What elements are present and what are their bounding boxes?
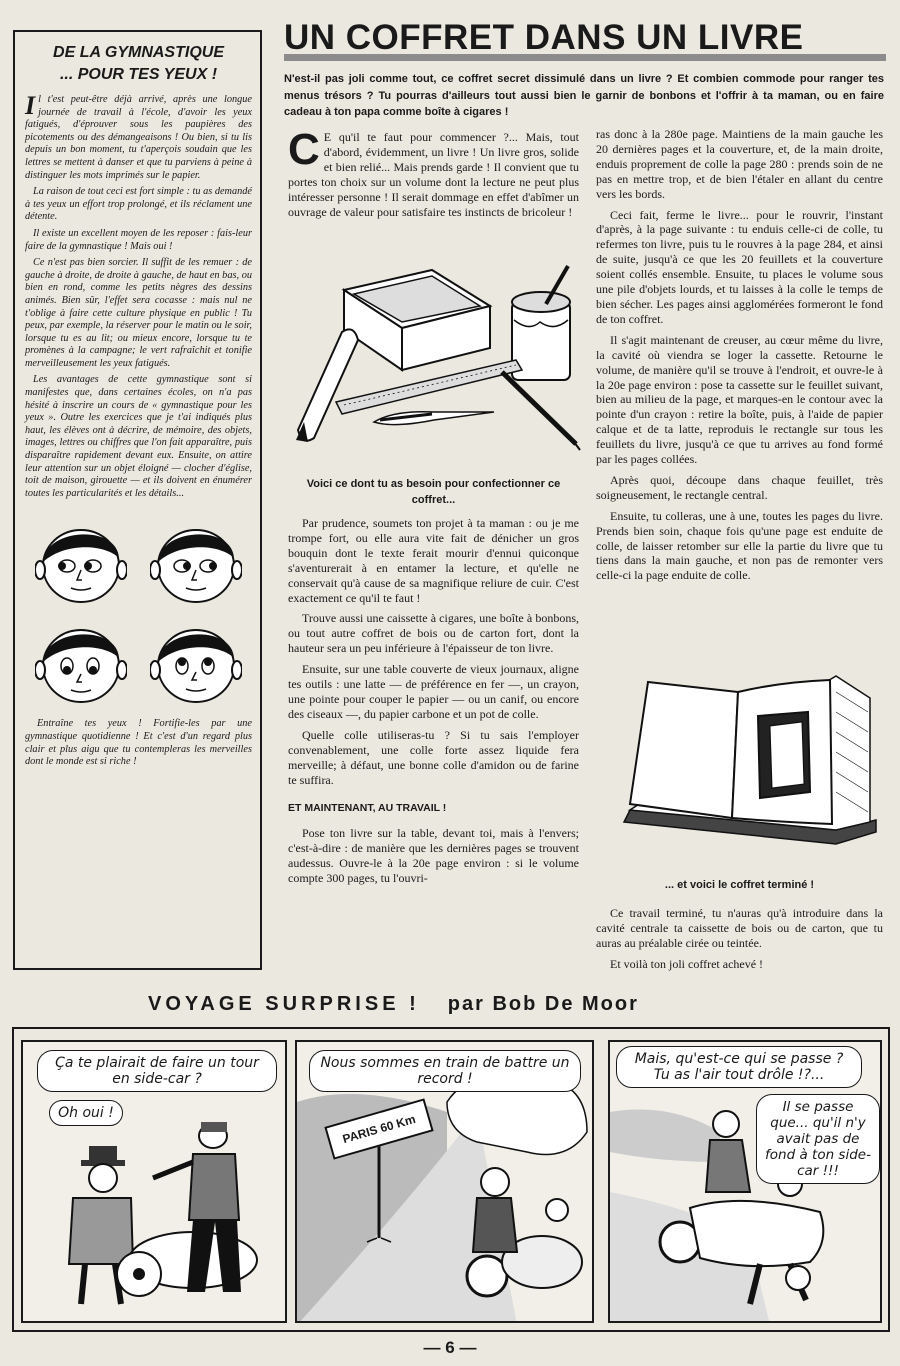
sidebar-paragraph: Ce n'est pas bien sorcier. Il suffit de les remuer : de gauche à droite, de droite à gauche, de haut en bas, ou bien en rond, comme les petits nègres des dessins animés. Bien sûr, l'effet sera cocasse : mais nul ne t'oblige à faire cette culture physique en public ! Tu peux, par exemple, la réserver pour le matin ou le soir, lorsque tu es au lit; ou mieux encore, lorsque tu te promènes à la campagne; le vert rafraîchit et tonifie merveilleusement les yeux fatigués.	[25, 257, 252, 369]
comic-panel-3	[608, 1040, 882, 1323]
speech-balloon: Nous sommes en train de battre un record !	[309, 1050, 581, 1092]
drop-cap: C	[288, 125, 320, 174]
sidebar-box	[13, 30, 262, 970]
book-caption: ... et voici le coffret terminé !	[664, 879, 815, 891]
article-paragraph: Ensuite, sur une table couverte de vieux journaux, aligne tes outils : une latte — de préférence en fer —, un crayon, une pointe pour couper le papier — ou un canif, ou encore des ciseaux —, du papier carbone et un pot de colle.	[288, 662, 579, 721]
speech-balloon: Mais, qu'est-ce qui se passe ? Tu as l'air tout drôle !?...	[616, 1046, 862, 1088]
sidebar-title-line2: ... POUR TES YEUX !	[59, 66, 218, 83]
comic-byline: par Bob De Moor	[447, 993, 639, 1015]
article-column-2	[596, 127, 883, 589]
road-sign: PARIS 60 Km	[324, 1098, 433, 1159]
article-paragraph: Pose ton livre sur la table, devant toi, mais à l'envers; c'est-à-dire : de manière que les dernières pages se trouvent audessus. Ouvre-le à la 20e page environ : si le volume compte 300 pages, tu l'ouvri-	[288, 826, 579, 886]
face-eyes-right-illustration	[150, 518, 242, 604]
sidebar-paragraph: Il existe un excellent moyen de les reposer : fais-leur faire de la gymnastique ! Mais oui !	[25, 227, 252, 252]
sidebar-title	[25, 42, 252, 86]
article-column-1	[288, 125, 579, 225]
article-paragraph: Par prudence, soumets ton projet à ta maman : ou je me trompe fort, ou elle aura vite fait de dénicher un gros bouquin dont le texte ferait mourir d'ennui quiconque s'aventurerait à en entamer la lecture, et qu'elle ne conservait qu'à cause de sa magnifique reliure de cuir. C'est exactement ce qu'il te faut !	[288, 516, 579, 605]
article-subheading: ET MAINTENANT, AU TRAVAIL !	[288, 802, 447, 815]
article-column-2-end	[596, 906, 883, 978]
page-number: — 6 —	[423, 1338, 477, 1357]
face-eyes-up-illustration	[150, 618, 242, 704]
speech-balloon: Ça te plairait de faire un tour en side-car ?	[37, 1050, 277, 1092]
article-paragraph: Ce travail terminé, tu n'auras qu'à introduire dans la cavité centrale ta caissette de bois ou de carton, que tu auras au préalable cirée ou teintée.	[596, 906, 883, 950]
tools-caption: Voici ce dont tu as besoin pour confectionner ce coffret...	[306, 478, 561, 506]
comic-title	[148, 993, 788, 1016]
article-intro: N'est-il pas joli comme tout, ce coffret secret dissimulé dans un livre ? Et combien commode pour ranger tes menus trésors ? Tu pourras d'ailleurs tout aussi bien le garnir de bonbons et l'offrir à ta maman, ou en faire cadeau à ton papa comme boîte à cigares !	[284, 73, 884, 118]
eye-exercise-faces	[25, 504, 252, 714]
face-eyes-down-illustration	[35, 618, 127, 704]
face-eyes-left-illustration	[35, 518, 127, 604]
speech-balloon: Oh oui !	[49, 1100, 123, 1126]
article-column-1-continued	[288, 516, 579, 892]
finished-book-coffret-illustration	[620, 672, 882, 850]
opening-text: E qu'il te faut pour commencer ?... Mais, tout d'abord, évidemment, un livre ! Un livre gros, solide et bien relié... Mais prends garde ! Il convient que tu portes ton choix sur un volume dont la lecture ne peut plus intéresser personne ! Il serait dommage en effet d'abîmer un ouvrage de valeur pour satisfaire tes instincts de bricoleur !	[288, 130, 579, 219]
article-paragraph: Après quoi, découpe dans chaque feuillet, très soigneusement, le rectangle central.	[596, 472, 883, 502]
sidebar-paragraph: Les avantages de cette gymnastique sont si manifestes que, dans certaines écoles, on n'a pas hésité à inscrire un cours de « gymnastique pour les yeux ». Outre les exercices que je t'ai indiqués plus haut, les élèves ont à décrire, de mémoire, des objets, images, lettres ou chiffres que l'on fait apparaître, puis disparaître rapidement devant eux. Ensuite, on attire leur attention sur un objet éloigné — clocher d'église, toit de maison, girouette — et ils doivent en énumérer toutes les particularités et les détails...	[25, 374, 252, 499]
comic-panel-1	[21, 1040, 287, 1323]
sidebar-paragraph: La raison de tout ceci est fort simple : tu as demandé à tes yeux un effort trop prolongé, et ils réclament une détente.	[25, 186, 252, 223]
article-paragraph: Quelle colle utiliseras-tu ? Si tu sais l'employer convenablement, une colle forte assez liquide fera merveille; à défaut, une bonne colle d'amidon ou de farine te suffira.	[288, 727, 579, 787]
sidebar-paragraph: Il t'est peut-être déjà arrivé, après une longue journée de travail à l'école, d'avoir les yeux fatigués, d'éprouver sous les paupières des picotements ou des démangeaisons ! Ou bien, si tu lis depuis un bon moment, tu t'aperçois soudain que les lettres se mettent à danser et que tu parviens à peine à distinguer les mots imprimés sur le papier.	[25, 91, 252, 181]
article-headline: UN COFFRET DANS UN LIVRE	[284, 18, 804, 57]
article-paragraph: Ceci fait, ferme le livre... pour le rouvrir, l'instant d'après, à la page suivante : tu enduis celle-ci de colle, tu refermes ton livre, puis tu le rouvres à la page 284, et ainsi de suite, jusqu'à ce que les 20 feuillets et la couverture soient collés ensemble. Ensuite, tu places le volume sous une pile d'objets lourds, et tu laisses à la colle le temps de bien sécher. Les pages ainsi agglomérées formeront le fond de ton coffret.	[596, 207, 883, 326]
comic-panel-2	[295, 1040, 594, 1323]
article-paragraph: Et voilà ton joli coffret achevé !	[610, 956, 764, 971]
speech-balloon: Il se passe que... qu'il n'y avait pas de fond à ton side-car !!!	[756, 1094, 880, 1184]
article-paragraph: Il s'agit maintenant de creuser, au cœur même du livre, la cavité où viendra se loger la cassette. Retourne le volume, de manière qu'il se trouve à l'endroit, et ouvre-le à la 20e page environ : pose ta cassette sur le feuillet suivant, bien au milieu de la page, et marques-en le contour avec la pointe d'un crayon : retire la boîte, puis, à l'aide de papier calque et de ta latte, reproduis le rectangle sur tous les feuillets du livre, jusqu'à ce que tu arrives au fond formé par les pages collées.	[596, 332, 883, 467]
article-paragraph: ras donc à la 280e page. Maintiens de la main gauche les 20 dernières pages et la couverture, et, de la main droite, enduis proprement de colle la page 280 : prends soin de ne pas en mettre trop, et de bien l'étaler en allant du centre vers les bords.	[596, 127, 883, 201]
article-paragraph: Ensuite, tu colleras, une à une, toutes les pages du livre. Prends bien soin, chaque fois qu'une page est enduite de colle, de laisser retomber sur elle la partie du livre que tu tiens dans la main gauche, et non pas de remonter vers celle-ci la page enduite de colle.	[596, 508, 883, 583]
article-paragraph: Trouve aussi une caissette à cigares, une boîte à bonbons, ou tout autre coffret de bois ou de carton fort, dont la hauteur sera un peu inférieure à l'épaisseur de ton livre.	[288, 611, 579, 656]
tools-illustration	[284, 262, 584, 472]
sidebar-title-line1: DE LA GYMNASTIQUE	[53, 44, 224, 61]
sidebar-caption: Entraîne tes yeux ! Fortifie-les par une gymnastique quotidienne ! Et c'est d'un regard plus clair et plus aigu que tu contempleras les merveilles dont le monde est si riche !	[25, 718, 252, 768]
comic-title-text: VOYAGE SURPRISE !	[148, 993, 420, 1015]
article-opening-paragraph	[288, 125, 579, 219]
